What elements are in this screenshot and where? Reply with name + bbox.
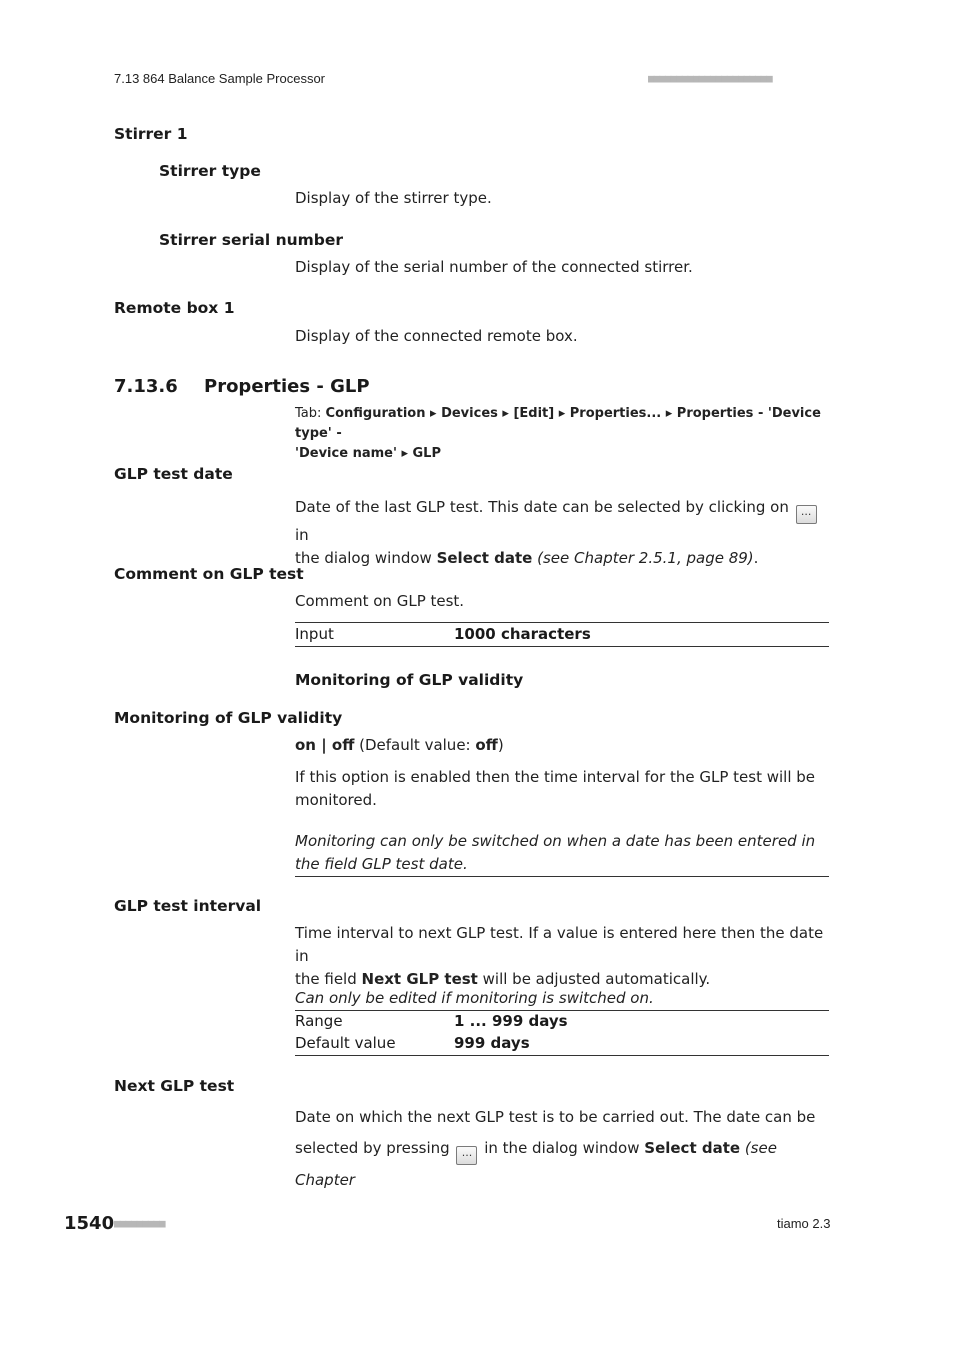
default-suffix: ) bbox=[497, 736, 504, 754]
input-value: 1000 characters bbox=[454, 625, 591, 643]
remote-box-desc: Display of the connected remote box. bbox=[295, 327, 578, 345]
remote-box-heading: Remote box 1 bbox=[114, 299, 235, 317]
comment-desc: Comment on GLP test. bbox=[295, 592, 465, 610]
tab-path bbox=[295, 404, 835, 464]
interval-desc-post: will be adjusted automatically. bbox=[477, 970, 711, 988]
default-value-cell: 999 days bbox=[454, 1034, 530, 1052]
select-date-ref: Select date bbox=[436, 549, 533, 567]
select-date-ref-2: Select date bbox=[644, 1139, 741, 1157]
input-label: Input bbox=[295, 625, 334, 643]
next-test-desc-mid: in the dialog window bbox=[484, 1139, 645, 1157]
monitoring-desc-line2: monitored. bbox=[295, 791, 377, 809]
glp-test-date-text2: in bbox=[295, 526, 309, 544]
ellipsis-button[interactable]: ... bbox=[456, 1146, 477, 1165]
footer-decoration: ■■■■■■■■■ bbox=[114, 1217, 165, 1230]
default-prefix: (Default value: bbox=[354, 736, 476, 754]
glp-test-date-text3: the dialog window bbox=[295, 549, 437, 567]
monitoring-rule bbox=[295, 876, 829, 877]
glp-test-date-text1: Date of the last GLP test. This date can be selected by clicking on bbox=[295, 498, 789, 516]
interval-heading: GLP test interval bbox=[114, 897, 262, 915]
monitoring-heading: Monitoring of GLP validity bbox=[114, 709, 343, 727]
table-bottom-rule bbox=[295, 646, 829, 647]
comment-heading: Comment on GLP test bbox=[114, 565, 304, 583]
section-title: Properties - GLP bbox=[204, 376, 370, 397]
product-name: tiamo 2.3 bbox=[777, 1216, 831, 1231]
interval-desc-pre: the field bbox=[295, 970, 362, 988]
interval-desc-line1: Time interval to next GLP test. If a value is entered here then the date in bbox=[295, 924, 824, 965]
interval-table-bottom-rule bbox=[295, 1055, 829, 1056]
chapter-link[interactable]: (see Chapter 2.5.1, page 89) bbox=[537, 549, 754, 567]
monitoring-desc-line1: If this option is enabled then the time interval for the GLP test will be bbox=[295, 768, 816, 786]
next-test-desc bbox=[295, 1102, 835, 1196]
tab-path-line1: Configuration ▸ Devices ▸ [Edit] ▸ Properties... ▸ Properties - 'Device type' - bbox=[295, 406, 821, 441]
running-header: 7.13 864 Balance Sample Processor bbox=[114, 71, 326, 86]
default-row bbox=[295, 1034, 829, 1054]
glp-test-date-end: . bbox=[753, 549, 759, 567]
header-decoration: ■■■■■■■■■■■■■■■■■■■■■■ bbox=[648, 72, 772, 85]
page-number: 1540 bbox=[64, 1213, 115, 1234]
monitoring-options-values: on | off bbox=[295, 736, 355, 754]
next-glp-test-ref: Next GLP test bbox=[361, 970, 478, 988]
monitoring-options bbox=[295, 734, 504, 757]
next-test-desc-line1: Date on which the next GLP test is to be carried out. The date can be bbox=[295, 1108, 816, 1126]
next-test-desc-pre: selected by pressing bbox=[295, 1139, 450, 1157]
chapter-link-2[interactable]: (see Chapter bbox=[295, 1139, 777, 1189]
stirrer-serial-heading: Stirrer serial number bbox=[159, 231, 344, 249]
range-label: Range bbox=[295, 1012, 343, 1030]
table-top-rule bbox=[295, 622, 829, 623]
next-test-heading: Next GLP test bbox=[114, 1077, 235, 1095]
stirrer-type-heading: Stirrer type bbox=[159, 162, 261, 180]
stirrer1-heading: Stirrer 1 bbox=[114, 125, 188, 143]
interval-table-top-rule bbox=[295, 1010, 829, 1011]
stirrer-type-desc: Display of the stirrer type. bbox=[295, 189, 492, 207]
monitoring-note-line2: the field GLP test date. bbox=[295, 855, 468, 873]
monitoring-subheading: Monitoring of GLP validity bbox=[295, 671, 524, 689]
interval-note: Can only be edited if monitoring is switched on. bbox=[295, 989, 654, 1007]
section-number: 7.13.6 bbox=[114, 376, 178, 397]
range-row bbox=[295, 1012, 829, 1032]
glp-test-date-heading: GLP test date bbox=[114, 465, 233, 483]
default-label: Default value bbox=[295, 1034, 396, 1052]
comment-input-row bbox=[295, 625, 829, 645]
tab-path-line2: 'Device name' ▸ GLP bbox=[295, 446, 441, 461]
monitoring-desc bbox=[295, 766, 835, 812]
range-value: 1 ... 999 days bbox=[454, 1012, 568, 1030]
tab-prefix: Tab: bbox=[295, 406, 326, 421]
glp-test-date-desc bbox=[295, 496, 835, 570]
default-value: off bbox=[475, 736, 498, 754]
ellipsis-button[interactable]: ... bbox=[796, 505, 817, 524]
monitoring-note bbox=[295, 830, 835, 876]
interval-desc bbox=[295, 922, 835, 991]
monitoring-note-line1: Monitoring can only be switched on when a date has been entered in bbox=[295, 832, 816, 850]
stirrer-serial-desc: Display of the serial number of the connected stirrer. bbox=[295, 258, 693, 276]
